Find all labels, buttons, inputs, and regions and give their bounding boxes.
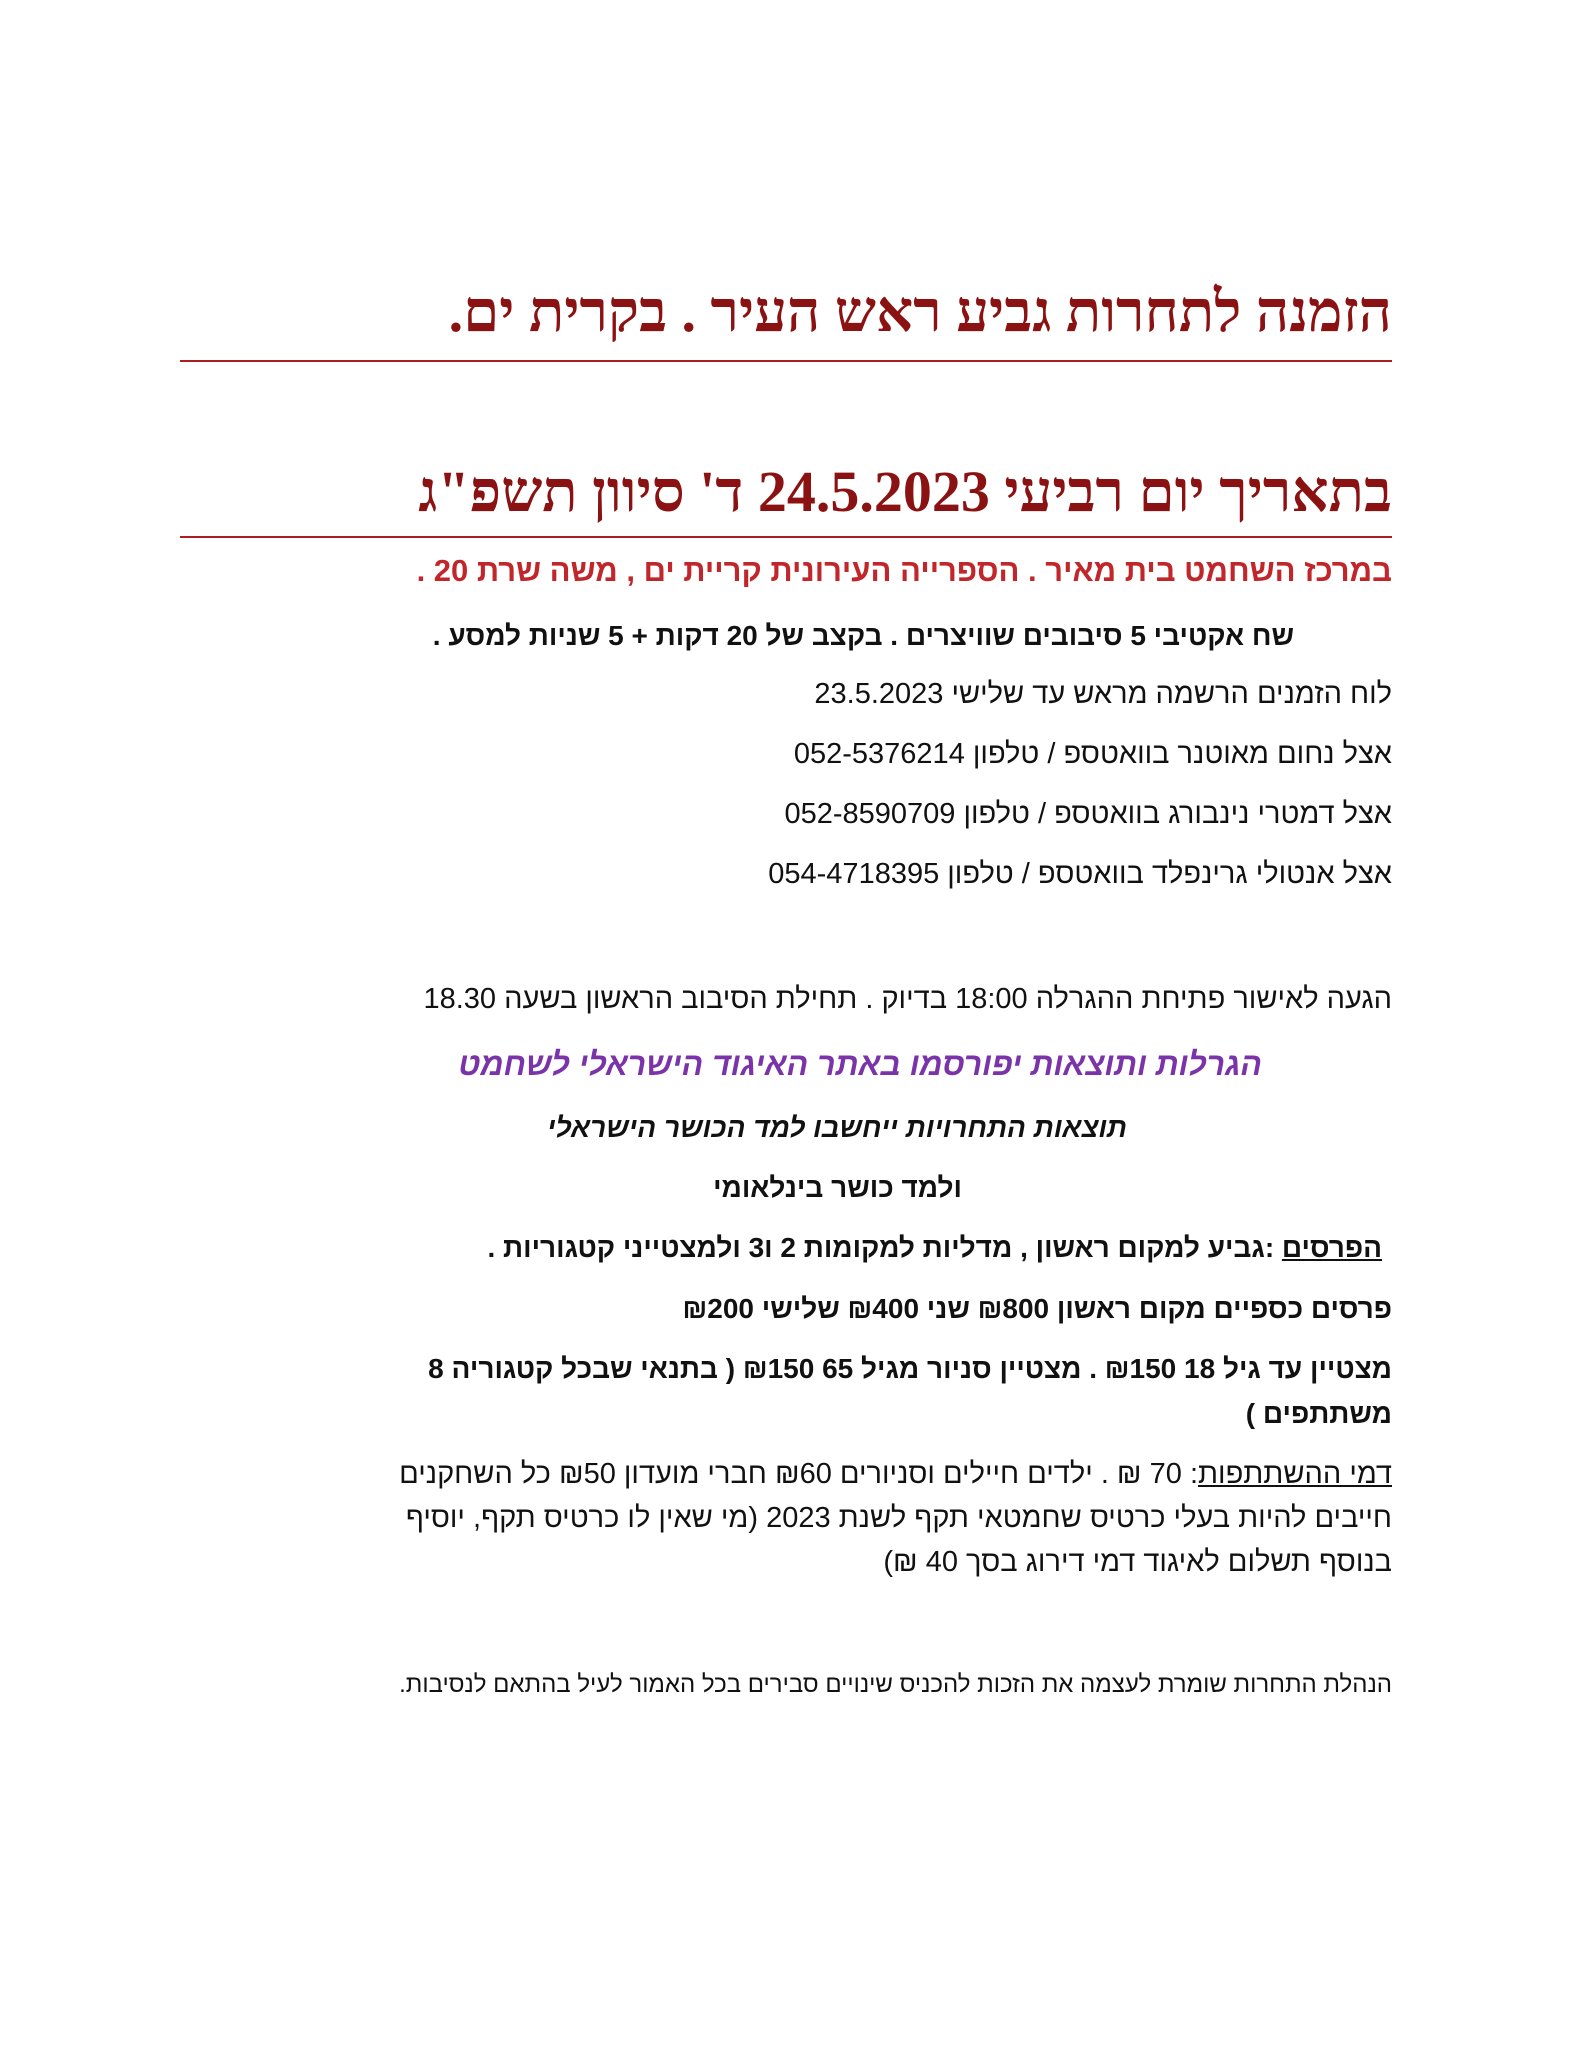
page-title: הזמנה לתחרות גביע ראש העיר . בקרית ים. — [448, 279, 1392, 344]
fees-text: : 70 ₪ . ילדים חיילים וסניורים ₪60 חברי מועדון ₪50 כל השחקנים — [399, 1458, 1199, 1490]
contact-2: אצל דמטרי נינבורג בוואטספ / טלפון 052-8590709 — [784, 798, 1392, 830]
date-heading: בתאריך יום רביעי 24.5.2023 ד' סיוון תשפ"ג — [418, 459, 1392, 524]
registration-deadline: לוח הזמנים הרשמה מראש עד שלישי 23.5.2023 — [814, 678, 1392, 710]
title-underline — [180, 360, 1392, 362]
fees-line-1 — [399, 1458, 1392, 1491]
fees-line-3: בנוסף תשלום לאיגוד דמי דירוג בסך 40 ₪) — [883, 1546, 1392, 1578]
prize-categories-line-1: מצטיין עד גיל 18 ₪150 . מצטיין סניור מגיל 65 ₪150 ( בתנאי שבכל קטגוריה 8 — [428, 1353, 1392, 1384]
fees-label: דמי ההשתתפות — [1198, 1458, 1392, 1490]
contact-1: אצל נחום מאוטנר בוואטספ / טלפון 052-5376214 — [793, 738, 1392, 770]
tournament-format: שח אקטיבי 5 סיבובים שוויצרים . בקצב של 20 דקות + 5 שניות למסע . — [432, 620, 1294, 651]
date-underline — [180, 536, 1392, 538]
rating-line-2: ולמד כושר בינלאומי — [713, 1172, 962, 1203]
schedule-text: הגעה לאישור פתיחת ההגרלה 18:00 בדיוק . תחילת הסיבוב הראשון בשעה 18.30 — [423, 983, 1392, 1015]
prizes-text — [487, 1232, 1382, 1264]
prize-categories-line-2: משתתפים ) — [1245, 1398, 1392, 1429]
prize-money: פרסים כספיים מקום ראשון ₪800 שני ₪400 שלישי ₪200 — [682, 1293, 1392, 1324]
results-notice: הגרלות ותוצאות יפורסמו באתר האיגוד הישראלי לשחמט — [458, 1046, 1262, 1082]
fees-line-2: חייבים להיות בעלי כרטיס שחמטאי תקף לשנת 2023 (מי שאין לו כרטיס תקף, יוסיף — [405, 1502, 1392, 1534]
rating-line-1: תוצאות התחרויות ייחשבו למד הכושר הישראלי — [547, 1112, 1127, 1143]
contact-3: אצל אנטולי גרינפלד בוואטספ / טלפון 054-4718395 — [768, 858, 1392, 890]
venue-text: במרכז השחמט בית מאיר . הספרייה העירונית קריית ים , משה שרת 20 . — [416, 553, 1392, 588]
disclaimer-text: הנהלת התחרות שומרת לעצמה את הזכות להכניס שינויים סבירים בכל האמור לעיל בהתאם לנסיבות. — [399, 1671, 1392, 1698]
prizes-label: הפרסים — [1281, 1232, 1382, 1263]
prizes-description: :גביע למקום ראשון , מדליות למקומות 2 ו3 ולמצטייני קטגוריות . — [487, 1232, 1282, 1263]
